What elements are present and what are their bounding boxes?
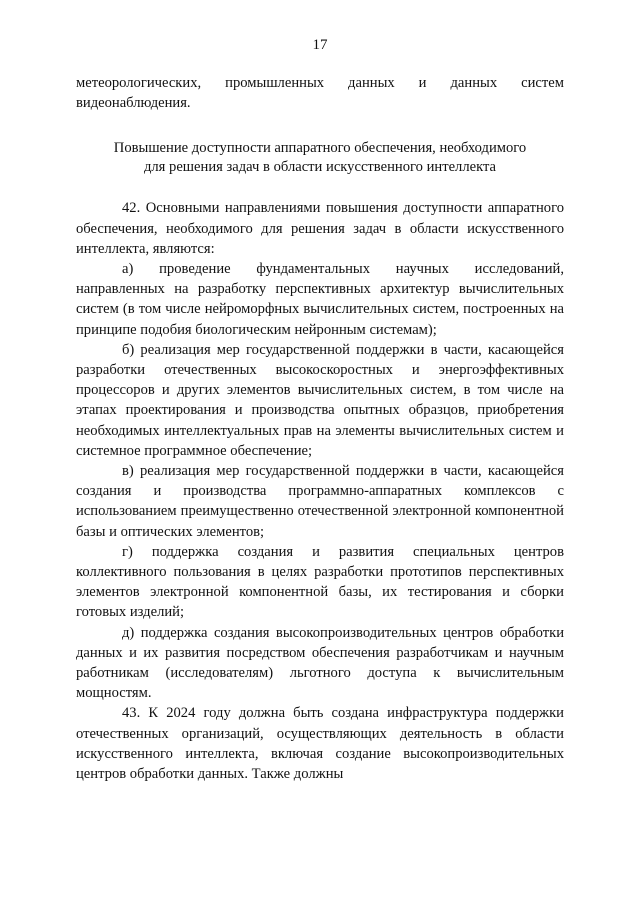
list-item-a: а) проведение фундаментальных научных исследований, направленных на разработку перспективных архитектур вычислительных систем (в том числе нейроморфных вычислительных систем, построенных на принципе подобия биологическим нейронным системам); bbox=[76, 261, 564, 338]
document-body bbox=[76, 73, 564, 784]
spacer bbox=[76, 113, 564, 139]
page-number: 17 bbox=[312, 37, 328, 53]
paragraph-42: 42. Основными направлениями повышения доступности аппаратного обеспечения, необходимого для решения задач в области искусственного интеллекта, являются: bbox=[76, 200, 564, 257]
section-heading-line-2: для решения задач в области искусственного интеллекта bbox=[143, 159, 497, 176]
paragraph-43: 43. К 2024 году должна быть создана инфраструктура поддержки отечественных организаций, осуществляющих деятельность в области искусственного интеллекта, включая создание высокопроизводительных центров обработки данных. Также должны bbox=[76, 705, 564, 783]
section-heading-line-1: Повышение доступности аппаратного обеспечения, необходимого bbox=[113, 140, 527, 157]
intro-paragraph: метеорологических, промышленных данных и данных систем видеонаблюдения. bbox=[76, 75, 564, 112]
list-item-g: г) поддержка создания и развития специальных центров коллективного пользования в целях разработки прототипов перспективных элементов электронной компонентной базы, их тестирования и сборки готовых изделий; bbox=[76, 543, 564, 621]
spacer bbox=[76, 177, 564, 198]
list-item-v: в) реализация мер государственной поддержки в части, касающейся создания и производства программно-аппаратных комплексов с использованием преимущественно отечественной электронной компонентной базы и оптических элементов; bbox=[76, 463, 564, 540]
list-item-b: б) реализация мер государственной поддержки в части, касающейся разработки отечественных высокоскоростных и энергоэффективных процессоров и других элементов вычислительных систем, в том числе на этапах проектирования и производства опытных образцов, приобретения необходимых интеллектуальных прав на элементы вычислительных систем и системное программное обеспечение; bbox=[76, 341, 564, 459]
section-heading bbox=[76, 139, 564, 177]
list-item-d: д) поддержка создания высокопроизводительных центров обработки данных и их развития посредством обеспечения разработчикам и научным работникам (исследователям) льготного доступа к вычислительным мощностям. bbox=[76, 624, 564, 702]
